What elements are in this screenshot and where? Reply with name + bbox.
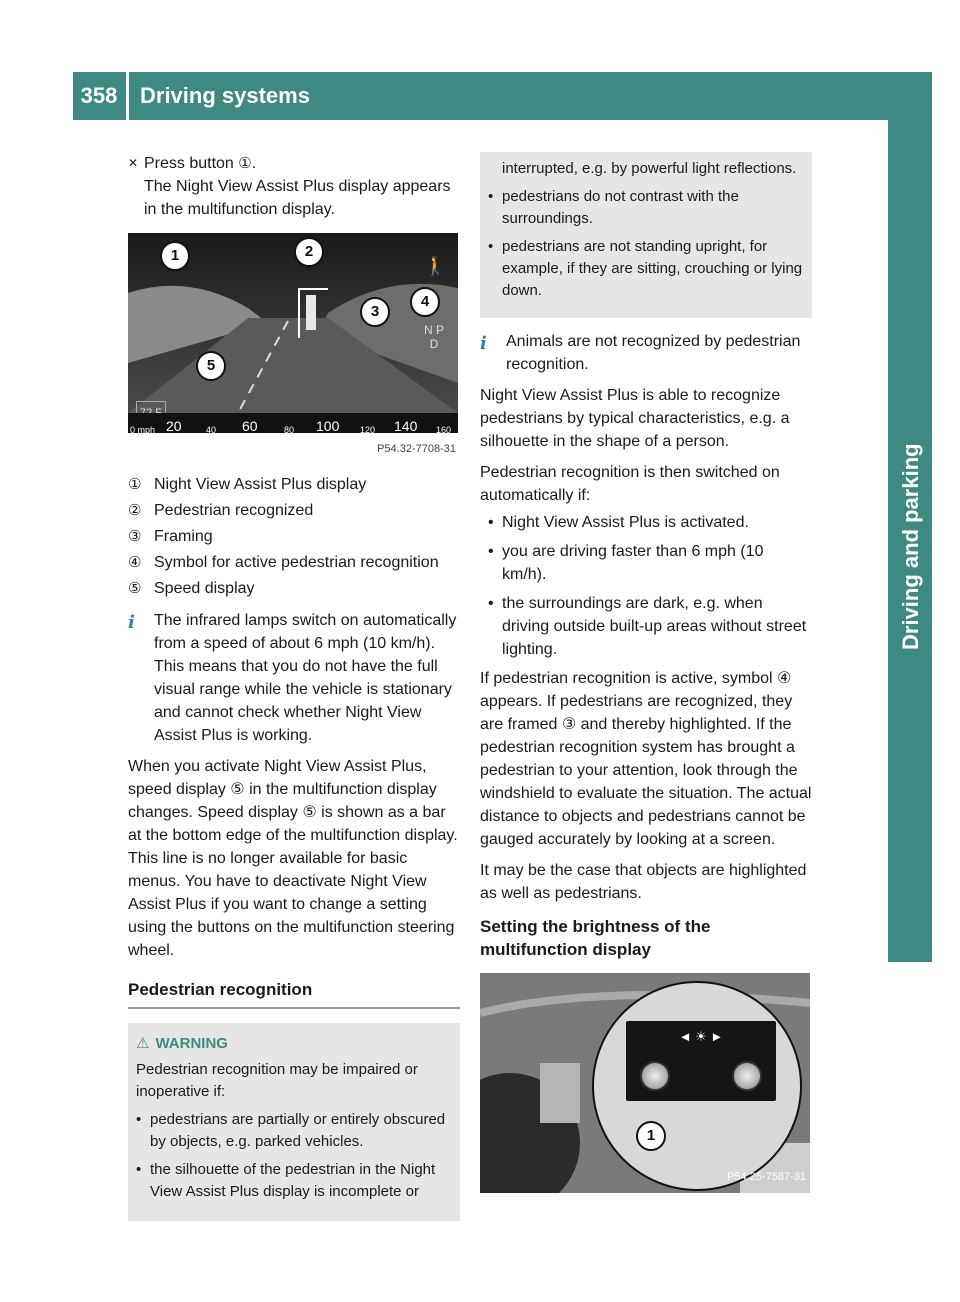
chapter-label: Driving and parking bbox=[898, 443, 923, 650]
brightness-knob-right[interactable] bbox=[732, 1061, 762, 1091]
warning-intro: Pedestrian recognition may be impaired or inoperative if: bbox=[136, 1061, 418, 1100]
brightness-figure bbox=[480, 973, 810, 1193]
subheading: Pedestrian recognition bbox=[128, 978, 460, 1009]
page-number: 358 bbox=[80, 83, 118, 108]
speed-display-bar bbox=[128, 413, 458, 433]
section-title: Driving systems bbox=[140, 83, 310, 108]
chapter-label-wrap bbox=[896, 330, 926, 650]
zoom-detail bbox=[592, 981, 802, 1191]
step-text: Press button bbox=[144, 155, 234, 172]
step-end: . bbox=[251, 155, 257, 172]
pedestrian-frame bbox=[298, 288, 328, 338]
speed-label: 60 bbox=[242, 418, 258, 434]
list-item: • the surroundings are dark, e.g. when driving outside built-up areas without street lighting. bbox=[488, 595, 807, 658]
callout-2: 2 bbox=[294, 237, 324, 267]
left-column bbox=[128, 152, 460, 1221]
warning-bullet: • pedestrians are not standing upright, for example, if they are sitting, crouching or lying down. bbox=[488, 238, 803, 299]
header-divider bbox=[126, 72, 129, 120]
legend-item: ⑤ Speed display bbox=[128, 580, 255, 597]
paragraph: When you activate Night View Assist Plus, speed display ⑤ in the multifunction display changes. Speed display ⑤ is shown as a bar at the bottom edge of the multifunction display. This line is no longer available for basic menus. You have to deactivate Night View Assist Plus if you want to change a setting using the buttons on the multifunction steering wheel. bbox=[128, 758, 458, 959]
speed-label: 80 bbox=[284, 425, 295, 435]
figure-caption: P54.32-7708-31 bbox=[377, 443, 456, 455]
warning-bullet: • pedestrians are partially or entirely obscured by objects, e.g. parked vehicles. bbox=[136, 1111, 446, 1150]
instruction-step bbox=[128, 152, 460, 221]
figure-caption: P54.25-7587-31 bbox=[727, 1171, 806, 1183]
legend-item: ③ Framing bbox=[128, 528, 213, 545]
condition-list bbox=[480, 511, 812, 661]
paragraph: Night View Assist Plus is able to recognize pedestrians by typical characteristics, e.g. a silhouette in the shape of a person. bbox=[480, 387, 790, 450]
speed-label: 0 mph bbox=[130, 425, 156, 435]
speed-label: 40 bbox=[206, 425, 217, 435]
info-note: i The infrared lamps switch on automatically from a speed of about 6 mph (10 km/h). This means that you do not have the full visual range while the vehicle is stationary and cannot check whether Night View Assist Plus is working. bbox=[128, 612, 457, 744]
warning-box-continued bbox=[480, 152, 812, 318]
gear-indicator bbox=[424, 323, 444, 351]
paragraph: If pedestrian recognition is active, symbol ④ appears. If pedestrians are recognized, they are framed ③ and thereby highlighted. If the pedestrian recognition system has brought a pedestrian to your attention, look through the windshield to evaluate the situation. The actual distance to objects and pedestrians cannot be gauged accurately by looking at a screen. bbox=[480, 670, 812, 848]
step-result: The Night View Assist Plus display appears in the multifunction display. bbox=[144, 178, 451, 218]
info-note: i Animals are not recognized by pedestrian recognition. bbox=[480, 333, 801, 373]
warning-bullet-cont: interrupted, e.g. by powerful light reflections. bbox=[502, 160, 797, 177]
paragraph: It may be the case that objects are highlighted as well as pedestrians. bbox=[480, 862, 807, 902]
legend-item: ② Pedestrian recognized bbox=[128, 502, 314, 519]
info-icon: i bbox=[480, 333, 487, 354]
night-view-figure bbox=[128, 233, 458, 463]
callout-4: 4 bbox=[410, 287, 440, 317]
figure-legend bbox=[128, 473, 460, 603]
subheading: Setting the brightness of the multifunction display bbox=[480, 917, 711, 959]
callout-5: 5 bbox=[196, 351, 226, 381]
brightness-panel bbox=[626, 1021, 776, 1101]
speed-label: 120 bbox=[360, 425, 376, 435]
step-arrow-icon: ✕ bbox=[128, 156, 139, 170]
warning-icon: ⚠ bbox=[136, 1035, 150, 1052]
speed-label: 100 bbox=[316, 418, 340, 434]
legend-item: ④ Symbol for active pedestrian recognition bbox=[128, 554, 439, 571]
legend-item: ① Night View Assist Plus display bbox=[128, 476, 367, 493]
speed-label: 140 bbox=[394, 418, 418, 434]
list-item: • Night View Assist Plus is activated. bbox=[488, 514, 749, 531]
callout-1: 1 bbox=[160, 241, 190, 271]
gear-np: N P bbox=[424, 323, 445, 337]
warning-title: ⚠ WARNING bbox=[136, 1035, 228, 1052]
brightness-knob-left[interactable] bbox=[640, 1061, 670, 1091]
callout-1: 1 bbox=[636, 1121, 666, 1151]
callout-3: 3 bbox=[360, 297, 390, 327]
speed-label: 160 bbox=[436, 425, 452, 435]
step-ref: ① bbox=[238, 155, 252, 172]
brightness-label-icon: ◄ ☀ ► bbox=[678, 1029, 724, 1044]
warning-bullet: • the silhouette of the pedestrian in the Night View Assist Plus display is incomplete or bbox=[136, 1161, 436, 1200]
list-item: • you are driving faster than 6 mph (10 km/h). bbox=[488, 543, 764, 583]
speed-label: 20 bbox=[166, 418, 182, 434]
warning-bullet: • pedestrians do not contrast with the surroundings. bbox=[488, 188, 739, 227]
pedestrian-symbol-icon: 🚶 bbox=[424, 256, 447, 276]
warning-box bbox=[128, 1023, 460, 1221]
paragraph: Pedestrian recognition is then switched on automatically if: bbox=[480, 464, 780, 504]
info-icon: i bbox=[128, 612, 135, 633]
gear-d: D bbox=[429, 337, 439, 351]
right-column bbox=[480, 152, 812, 1193]
